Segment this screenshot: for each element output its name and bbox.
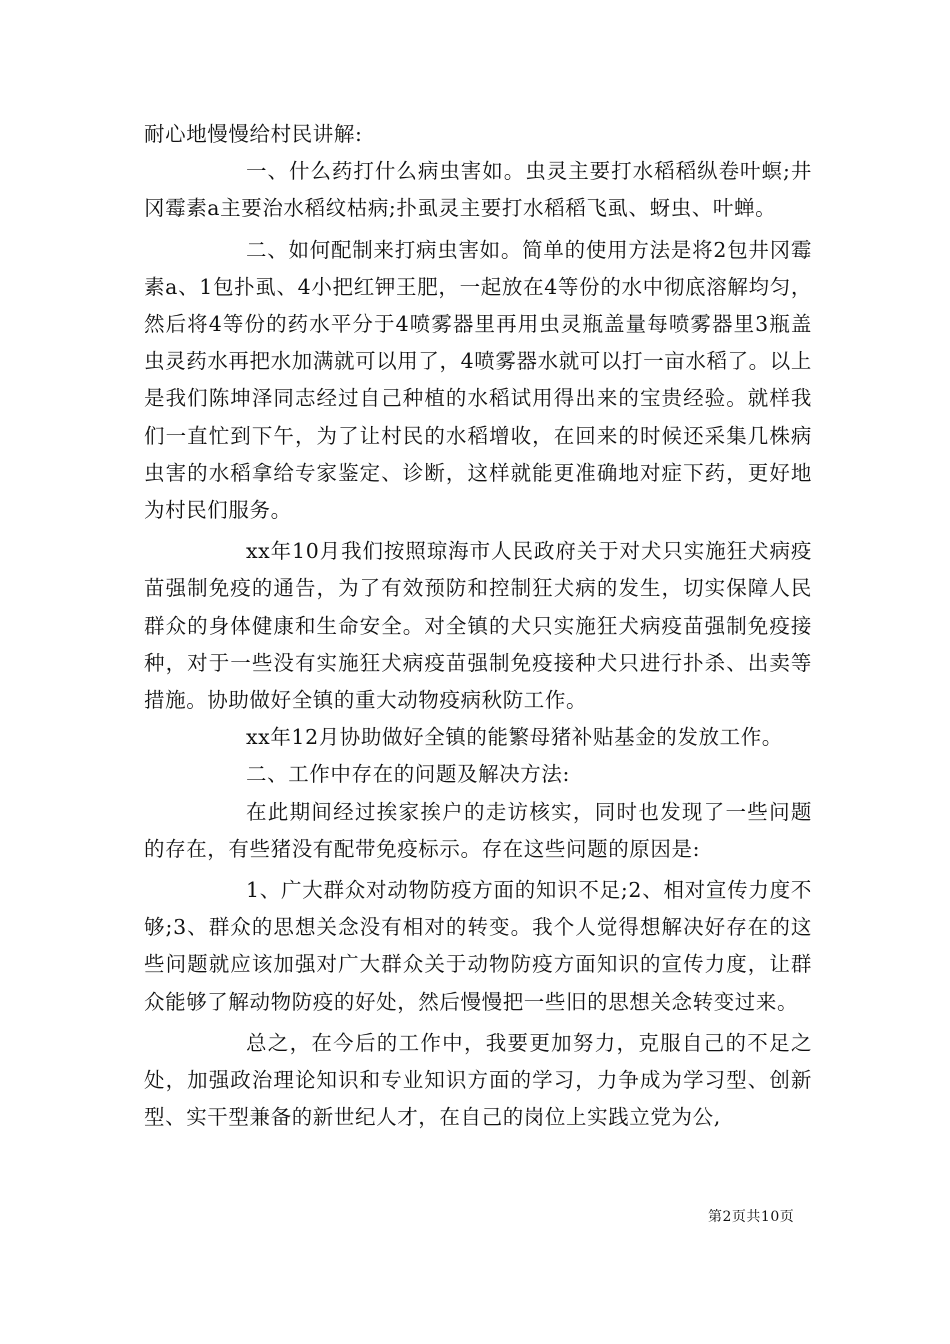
paragraph-causes-solutions: 1、广大群众对动物防疫方面的知识不足;2、相对宣传力度不够;3、群众的思想关念没有相对的转变。我个人觉得想解决好存在的这些问题就应该加强对广大群众关于动物防疫方面知识的宣传力度，让群众能够了解动物防疫的好处，然后慢慢把一些旧的思想关念转变过来。: [144, 878, 812, 1014]
section-heading-problems: 二、工作中存在的问题及解决方法:: [246, 762, 571, 787]
paragraph-sow-subsidy: xx年12月协助做好全镇的能繁母猪补贴基金的发放工作。: [246, 725, 783, 750]
paragraph-conclusion: 总之，在今后的工作中，我要更加努力，克服自己的不足之处，加强政治理论知识和专业知识方面的学习，力争成为学习型、创新型、实干型兼备的新世纪人才，在自己的岗位上实践立党为公,: [144, 1030, 812, 1130]
paragraph-rabies-vaccination: xx年10月我们按照琼海市人民政府关于对犬只实施狂犬病疫苗强制免疫的通告，为了有效预防和控制狂犬病的发生，切实保障人民群众的身体健康和生命安全。对全镇的犬只实施狂犬病疫苗强制免疫接种，对于一些没有实施狂犬病疫苗强制免疫接种犬只进行扑杀、出卖等措施。协助做好全镇的重大动物疫病秋防工作。: [144, 539, 812, 713]
paragraph-problems-found: 在此期间经过挨家挨户的走访核实，同时也发现了一些问题的存在，有些猪没有配带免疫标示。存在这些问题的原因是:: [144, 799, 812, 861]
paragraph-pest-drugs: 一、什么药打什么病虫害如。虫灵主要打水稻稻纵卷叶螟;井冈霉素a主要治水稻纹枯病;扑虱灵主要打水稻稻飞虱、蚜虫、叶蝉。: [144, 159, 812, 221]
document-body: [144, 116, 812, 1136]
paragraph-intro: 耐心地慢慢给村民讲解:: [144, 122, 363, 146]
paragraph-mixing-method: 二、如何配制来打病虫害如。简单的使用方法是将2包井冈霉素a、1包扑虱、4小把红钾王肥，一起放在4等份的水中彻底溶解均匀，然后将4等份的药水平分于4喷雾器里再用虫灵瓶盖量每喷雾器里3瓶盖虫灵药水再把水加满就可以用了，4喷雾器水就可以打一亩水稻了。以上是我们陈坤泽同志经过自己种植的水稻试用得出来的宝贵经验。就样我们一直忙到下午，为了让村民的水稻增收，在回来的时候还采集几株病虫害的水稻拿给专家鉴定、诊断，这样就能更准确地对症下药，更好地为村民们服务。: [144, 237, 812, 523]
page-number: 第2页共10页: [708, 1209, 795, 1225]
